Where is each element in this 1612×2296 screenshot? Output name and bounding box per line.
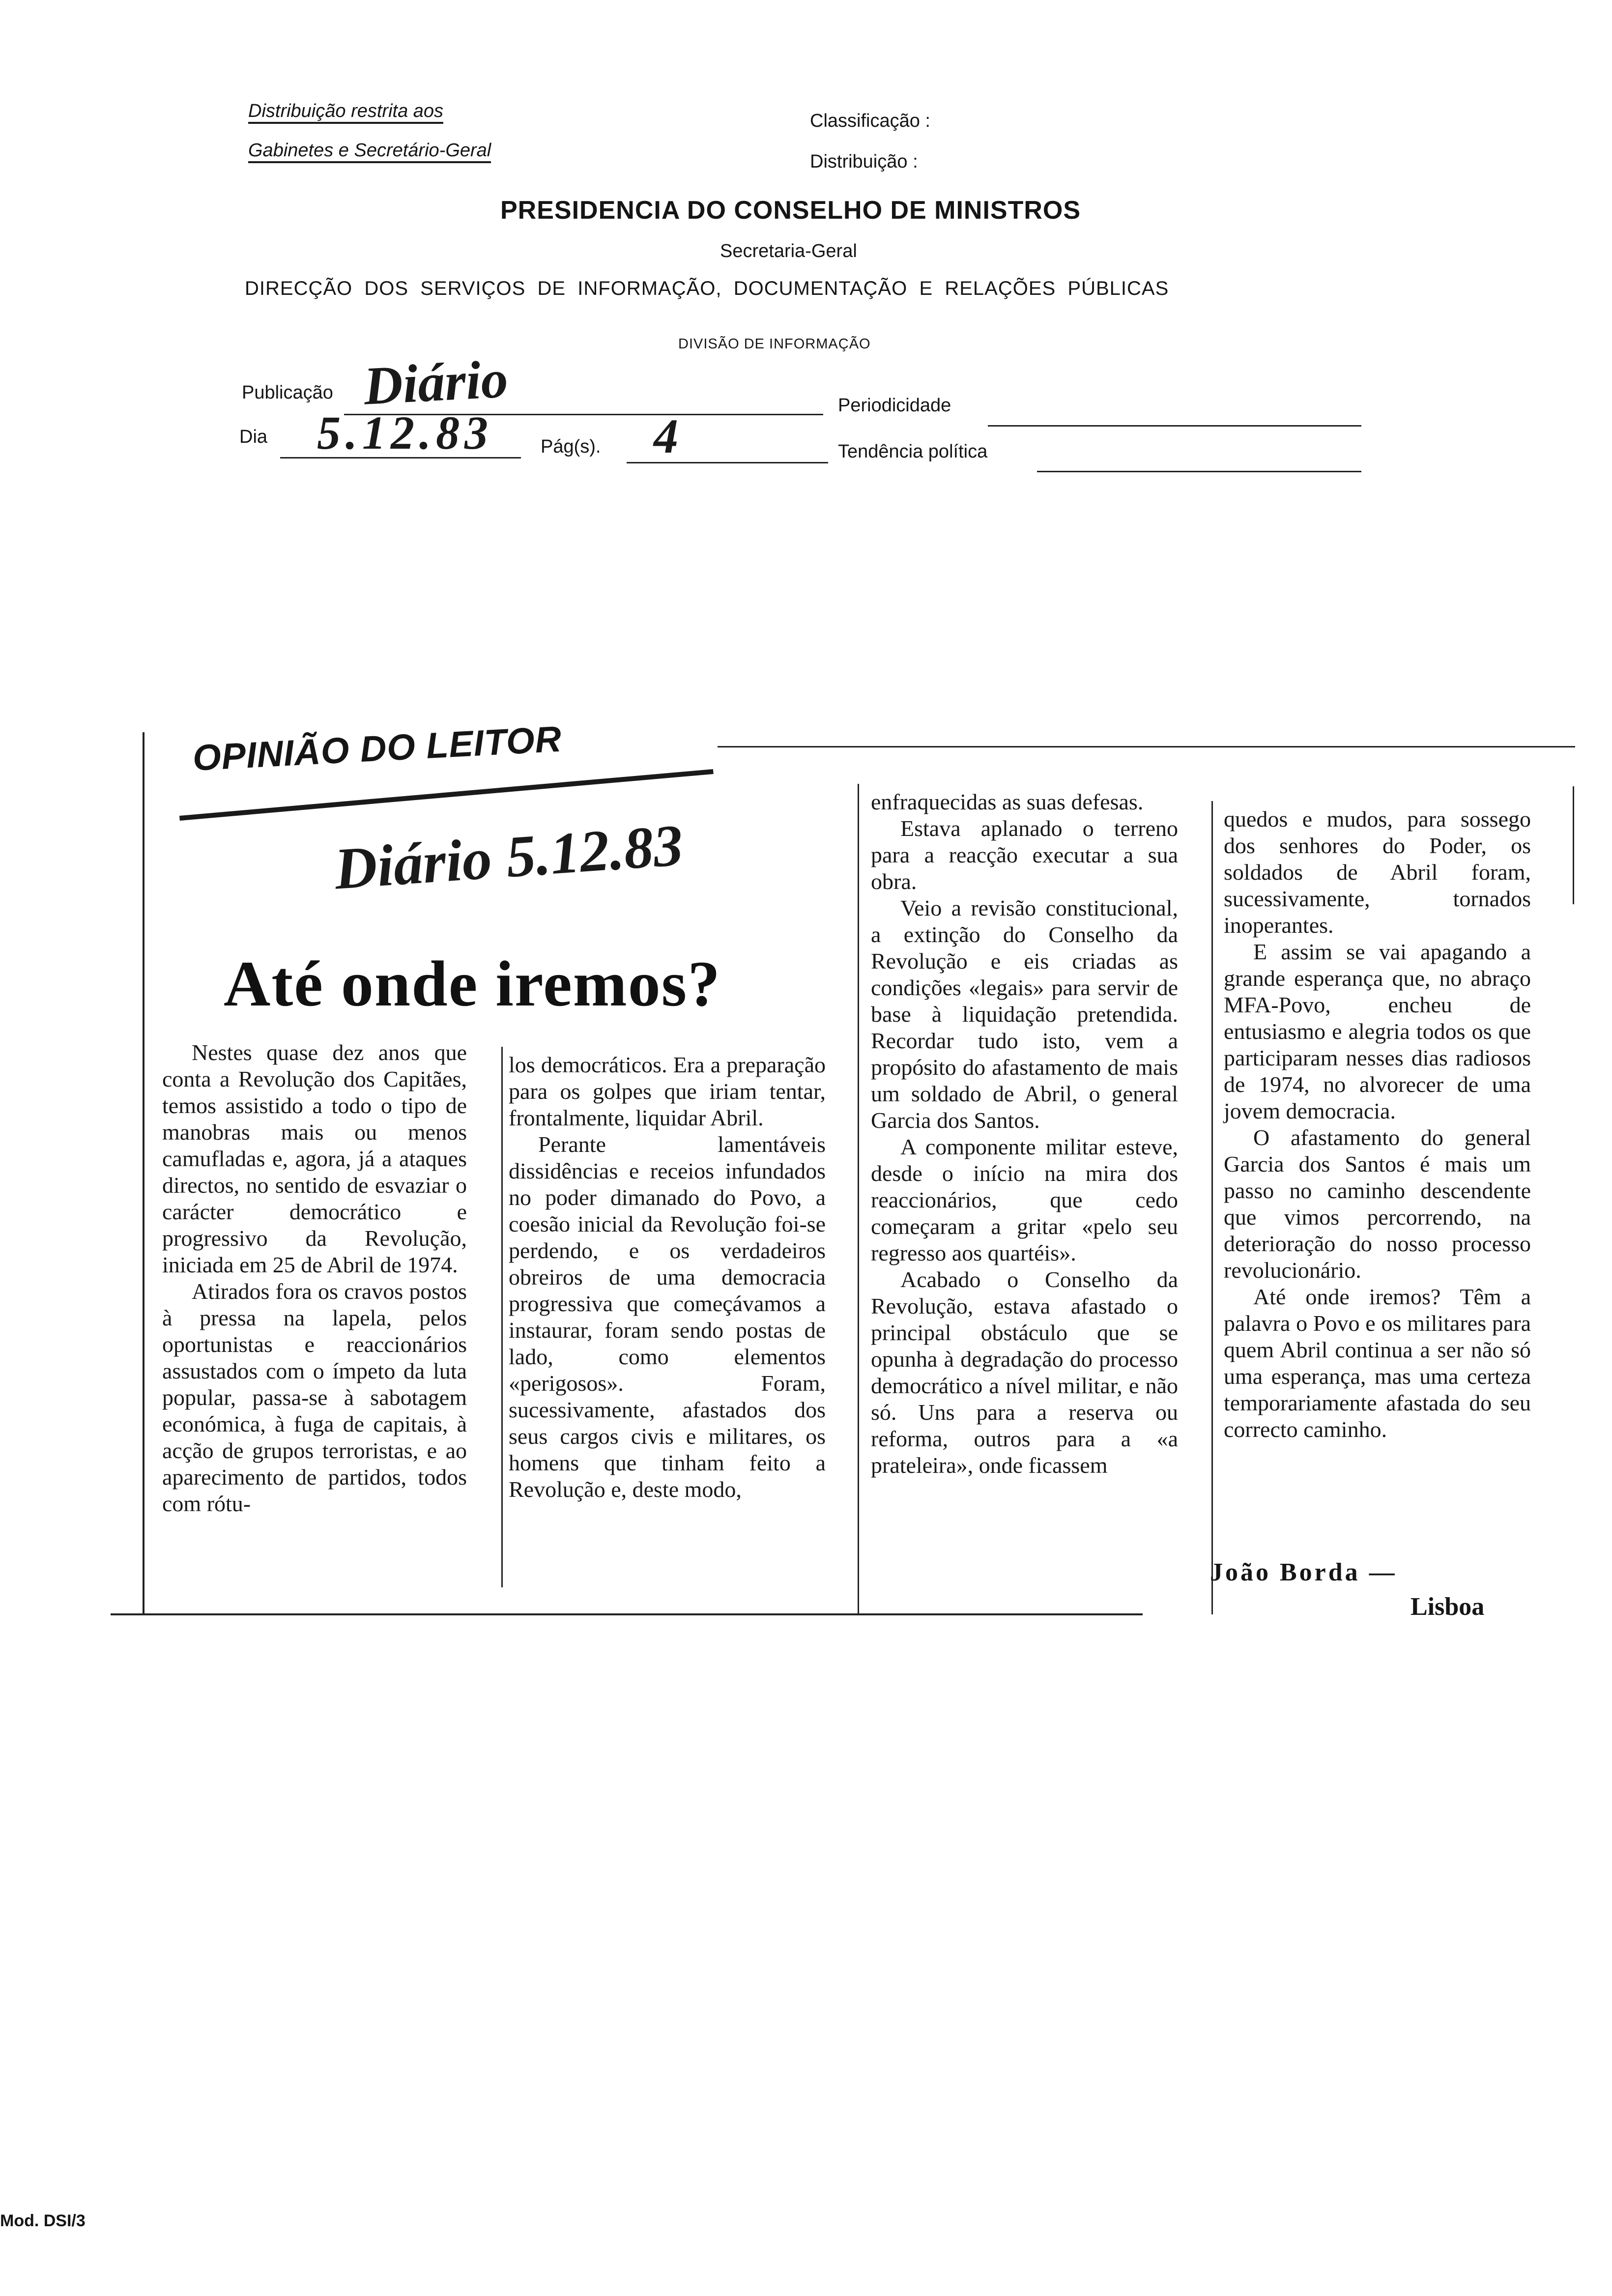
clipping-top-rule [718, 746, 1575, 747]
tendency-label: Tendência política [838, 441, 988, 462]
column-rule-1 [501, 1047, 503, 1587]
form-code: Mod. DSI/3 [0, 2211, 86, 2230]
day-handwritten: 5.12.83 [317, 406, 493, 459]
paragraph: O afastamento do general Garcia dos Santos é mais um passo no caminho descendente que vimos percorrendo, na deterioração do nosso processo revolucionário. [1224, 1125, 1531, 1283]
publication-handwritten: Diário [362, 348, 510, 416]
paragraph: E assim se vai apagando a grande esperança que, no abraço MFA-Povo, encheu de entusiasmo e alegria todos os que participaram nesses dias radiosos de 1974, no alvorecer de uma jovem democracia. [1224, 939, 1531, 1123]
clipping-left-border [143, 732, 144, 1614]
pages-label: Pág(s). [541, 436, 601, 457]
distribution-note-line2: Gabinetes e Secretário-Geral [248, 140, 491, 163]
paragraph: Atirados fora os cravos postos à pressa na lapela, pelos oportunistas e reaccionários assustados com o ímpeto da luta popular, passa-se à sabotagem económica, à fuga de capitais, à acção de grupos terroristas, e ao aparecimento de partidos, todos com rótu- [162, 1279, 467, 1516]
paragraph: Nestes quase dez anos que conta a Revolução dos Capitães, temos assistido a todo o tipo de manobras mais ou menos camufladas e, agora, já a ataques directos, no sentido de esvaziar o carácter democrático e progressivo da Revolução, iniciada em 25 de Abril de 1974. [162, 1040, 467, 1277]
article-column-1 [162, 1039, 467, 1517]
tendency-field-line [1037, 471, 1361, 472]
paragraph: Perante lamentáveis dissidências e receios infundados no poder dimanado do Povo, a coesão inicial da Revolução foi-se perdendo, e os verdadeiros obreiros de uma democracia progressiva que começávamos a instaurar, foram sendo postas de lado, como elementos «perigosos». Foram, sucessivamente, afastados dos seus cargos civis e militares, os homens que tinham feito a Revolução e, deste modo, [509, 1132, 826, 1502]
paragraph: enfraquecidas as suas defesas. [871, 789, 1144, 814]
paragraph: Acabado o Conselho da Revolução, estava afastado o principal obstáculo que se opunha à degradação do processo democrático a nível militar, e não só. Uns para a reserva ou reforma, outros para a «a prateleira», onde ficassem [871, 1267, 1178, 1478]
directorate-line: DIRECÇÃO DOS SERVIÇOS DE INFORMAÇÃO, DOCUMENTAÇÃO E RELAÇÕES PÚBLICAS [245, 278, 1169, 299]
page-title: PRESIDENCIA DO CONSELHO DE MINISTROS [500, 196, 1081, 225]
division-line: DIVISÃO DE INFORMAÇÃO [678, 336, 871, 352]
article-column-2 [509, 1052, 826, 1503]
section-banner: OPINIÃO DO LEITOR [192, 718, 563, 778]
day-label: Dia [239, 427, 268, 447]
column-rule-3 [1211, 801, 1213, 1614]
article-headline: Até onde iremos? [224, 947, 721, 1020]
article-author: João Borda — [1210, 1558, 1397, 1586]
pages-handwritten: 4 [654, 409, 678, 463]
paragraph: quedos e mudos, para sossego dos senhores do Poder, os soldados de Abril foram, sucessivamente, tornados inoperantes. [1224, 806, 1531, 938]
paragraph: los democráticos. Era a preparação para os golpes que iriam tentar, frontalmente, liquidar Abril. [509, 1052, 826, 1130]
paragraph: Até onde iremos? Têm a palavra o Povo e os militares para quem Abril continua a ser não só uma esperança, mas uma certeza temporariamente afastada do seu correcto caminho. [1224, 1284, 1531, 1442]
handwritten-date: Diário 5.12.83 [332, 812, 685, 902]
distribution-note-line1: Distribuição restrita aos [248, 101, 443, 124]
page-subtitle: Secretaria-Geral [720, 241, 857, 261]
article-location: Lisboa [1410, 1593, 1485, 1621]
column-rule-2 [858, 784, 859, 1614]
article-column-3 [871, 789, 1178, 1479]
classification-label: Classificação : [810, 111, 930, 131]
clipping-bottom-border [111, 1613, 1143, 1615]
paragraph: A componente militar esteve, desde o início na mira dos reaccionários, que cedo começaram a gritar «pelo seu regresso aos quartéis». [871, 1134, 1178, 1265]
paragraph: Estava aplanado o terreno para a reacção executar a sua obra. [871, 816, 1178, 894]
distribution-label: Distribuição : [810, 151, 918, 172]
publication-label: Publicação [242, 382, 333, 403]
clipping-right-mark [1573, 786, 1574, 904]
article-column-4 [1224, 806, 1531, 1443]
periodicity-label: Periodicidade [838, 395, 951, 416]
section-banner-underline [179, 769, 714, 821]
paragraph: Veio a revisão constitucional, a extinção do Conselho da Revolução e eis criadas as condições «legais» para servir de base à liquidação pretendida. Recordar tudo isto, vem a propósito do afastamento de mais um soldado de Abril, o general Garcia dos Santos. [871, 895, 1178, 1133]
periodicity-field-line [988, 425, 1361, 427]
